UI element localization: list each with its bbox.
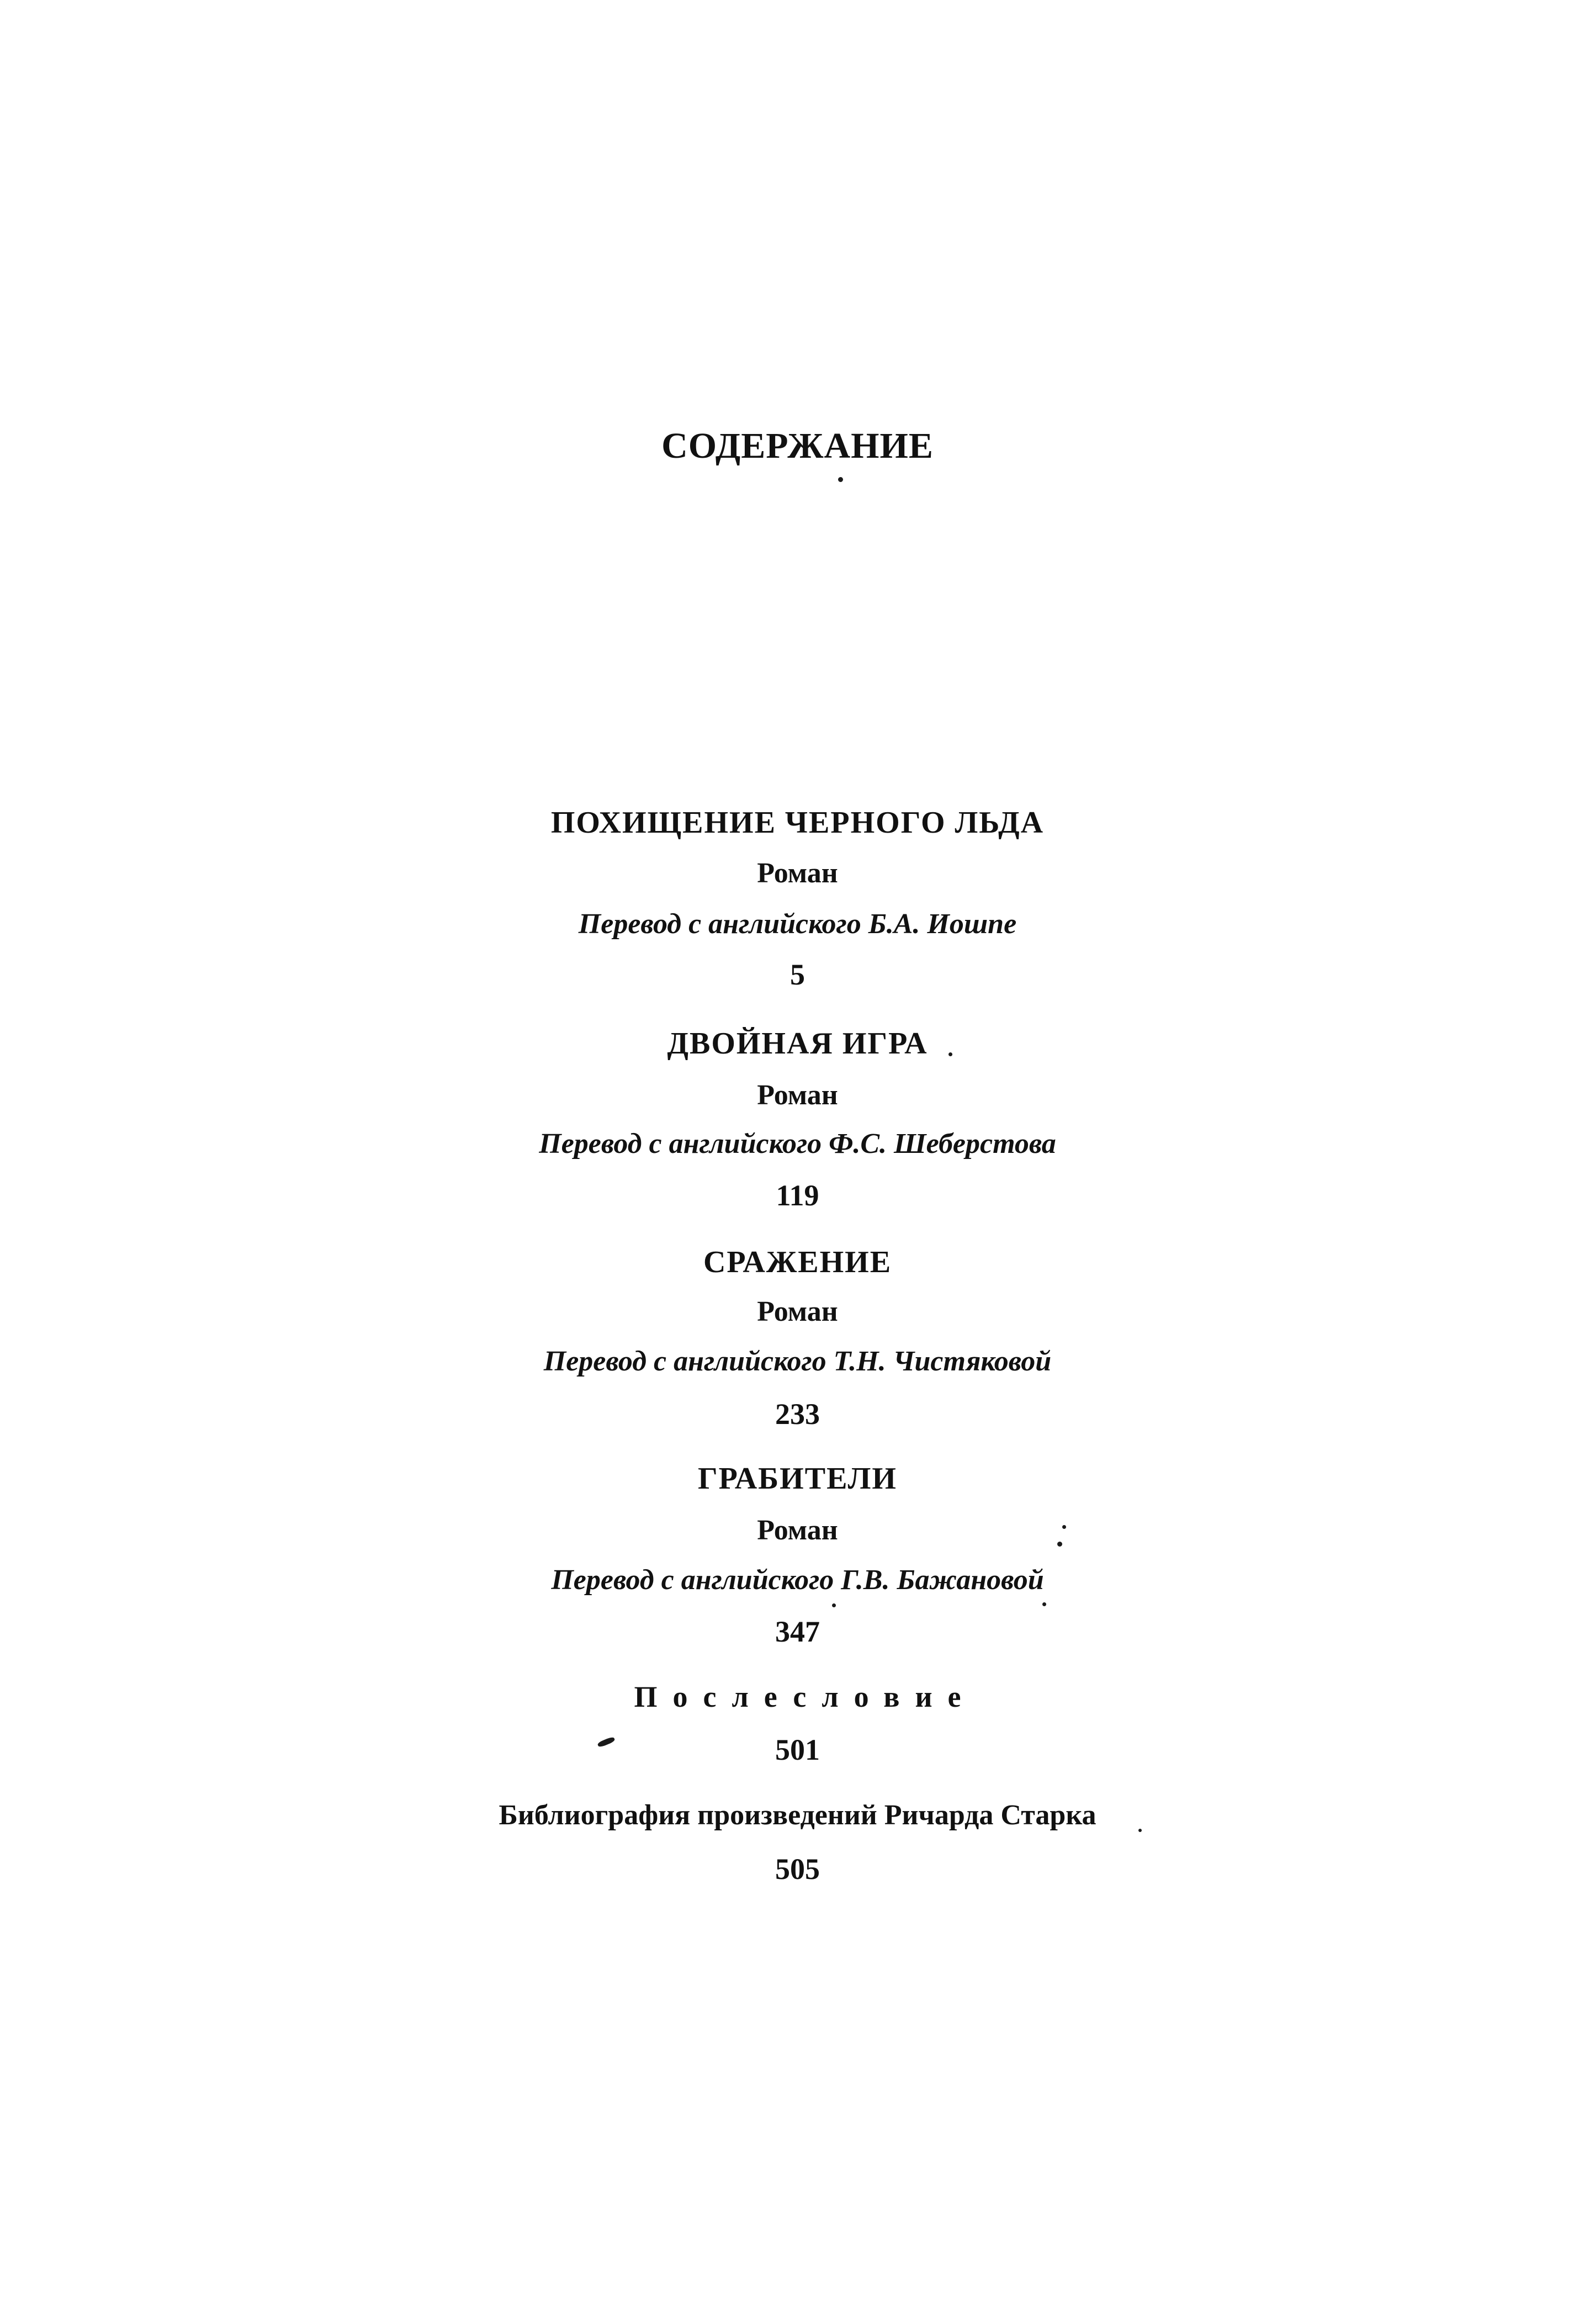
entry-4-translator: Перевод с английского Г.В. Бажановой (551, 1564, 1044, 1596)
entry-4-title: ГРАБИТЕЛИ (698, 1462, 897, 1496)
afterword-title: Послесловие (634, 1680, 977, 1713)
scan-speck (1057, 1542, 1062, 1547)
scan-speck (838, 477, 843, 482)
scan-speck (1042, 1602, 1046, 1606)
entry-2-genre: Роман (757, 1079, 838, 1111)
entry-3-translator: Перевод с английского Т.Н. Чистяковой (543, 1346, 1052, 1377)
entry-3-title: СРАЖЕНИЕ (703, 1245, 892, 1279)
scan-speck (1062, 1525, 1066, 1529)
entry-1-page: 5 (790, 958, 805, 991)
entry-3-genre: Роман (757, 1296, 838, 1327)
entry-4-genre: Роман (757, 1515, 838, 1546)
entry-2-title: ДВОЙНАЯ ИГРА (667, 1026, 928, 1061)
scan-speck (832, 1603, 836, 1607)
scan-speck (948, 1052, 952, 1056)
entry-4-page: 347 (775, 1615, 820, 1648)
afterword-page: 501 (775, 1733, 820, 1766)
bibliography-page: 505 (775, 1852, 820, 1886)
entry-1-genre: Роман (757, 857, 838, 889)
entry-1-title: ПОХИЩЕНИЕ ЧЕРНОГО ЛЬДА (550, 806, 1045, 840)
scan-speck (1138, 1829, 1142, 1832)
entry-3-page: 233 (775, 1397, 820, 1431)
entry-2-page: 119 (776, 1179, 819, 1212)
entry-1-translator: Перевод с английского Б.А. Иошпе (578, 908, 1017, 940)
entry-2-translator: Перевод с английского Ф.С. Шеберстова (539, 1128, 1056, 1160)
page-title: СОДЕРЖАНИЕ (661, 426, 934, 466)
bibliography-title: Библиография произведений Ричарда Старка (499, 1799, 1096, 1831)
